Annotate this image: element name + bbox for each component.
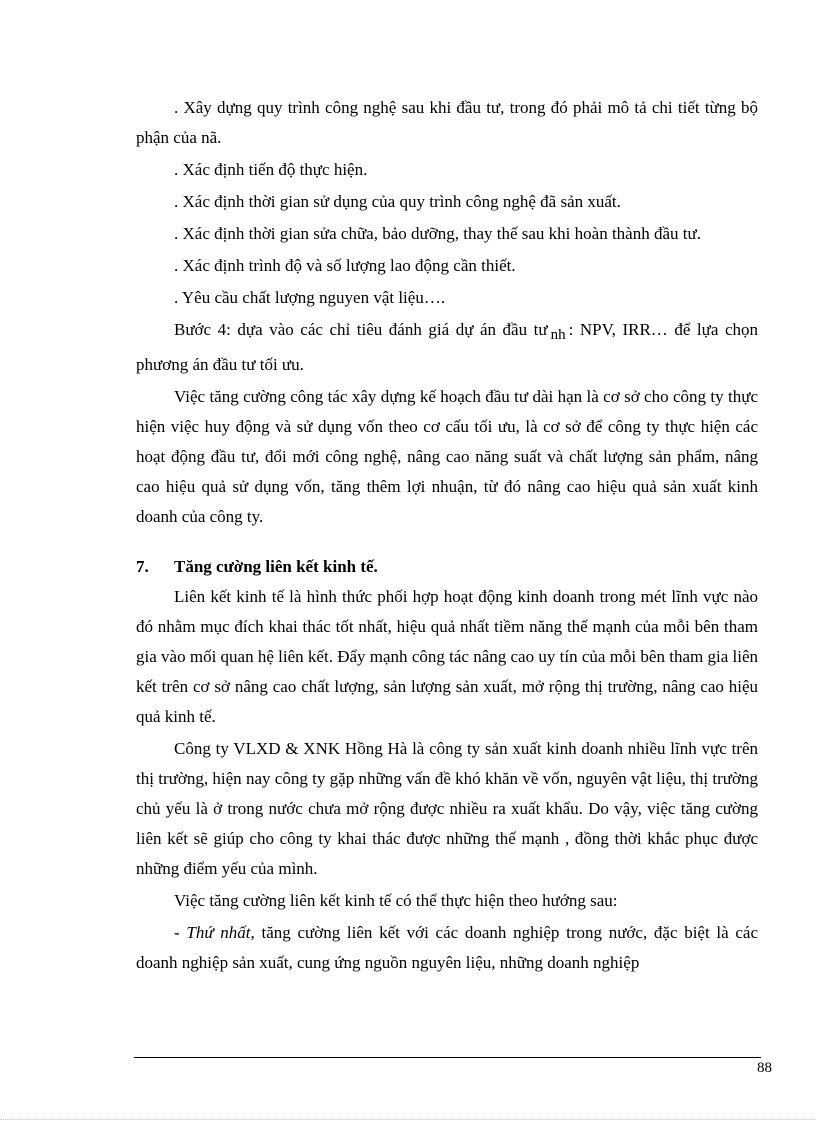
step-4-subscript: nh bbox=[550, 327, 566, 343]
step-4-paragraph bbox=[136, 315, 758, 380]
footer-rule bbox=[134, 1057, 761, 1058]
bullet-line: . Xác định thời gian sử dụng của quy trình công nghệ đã sản xuất. bbox=[174, 192, 621, 211]
section-title: Tăng cường liên kết kinh tế. bbox=[174, 557, 378, 576]
first-text: , tăng cường liên kết với các doanh nghiệp trong nước, đặc biệt là các doanh nghiệp sản xuất, cung ứng nguồn nguyên liệu, những doanh nghiệp bbox=[136, 923, 759, 972]
page-edge-divider bbox=[0, 1119, 816, 1120]
page-number: 88 bbox=[757, 1060, 772, 1076]
link-paragraph-2: Công ty VLXD & XNK Hồng Hà là công ty sản xuất kinh doanh nhiều lĩnh vực trên thị trường, hiện nay công ty gặp những vấn đề khó khăn về vốn, nguyên vật liệu, thị trường chủ yếu là ở trong nước chưa mở rộng được nhiều ra xuất khẩu. Do vậy, việc tăng cường liên kết sẽ giúp cho công ty khai thác được những thế mạnh , đồng thời khắc phục được những điểm yếu của mình. bbox=[136, 739, 758, 878]
body-text bbox=[136, 93, 758, 978]
section-heading bbox=[136, 552, 758, 582]
first-direction-paragraph bbox=[136, 918, 758, 978]
step-4-prefix: Bước 4: dựa vào các chỉ tiêu đánh giá dự án đầu tư bbox=[174, 320, 548, 339]
section-number: 7. bbox=[136, 557, 149, 576]
bullet-line: . Xác định tiến độ thực hiện. bbox=[174, 160, 368, 179]
bullet-line: . Xây dựng quy trình công nghệ sau khi đầu tư, trong đó phải mô tả chi tiết từng bộ phận của nã. bbox=[136, 98, 758, 147]
bullet-line: . Xác định trình độ và số lượng lao động cần thiết. bbox=[174, 256, 516, 275]
first-label: Thứ nhất bbox=[186, 923, 251, 942]
link-paragraph-3: Việc tăng cường liên kết kinh tế có thể thực hiện theo hướng sau: bbox=[174, 891, 618, 910]
step-4-suffix: : NPV, IRR… để lựa chọn phương án đầu tư tối ưu. bbox=[136, 320, 758, 374]
dash-marker: - bbox=[174, 923, 187, 942]
bullet-line: . Xác định thời gian sửa chữa, bảo dưỡng, thay thế sau khi hoàn thành đầu tư. bbox=[174, 224, 701, 243]
bullet-line: . Yêu cầu chất lượng nguyen vật liệu…. bbox=[174, 288, 446, 307]
link-paragraph-1: Liên kết kinh tế là hình thức phối hợp hoạt động kinh doanh trong mét lĩnh vực nào đó nhằm mục đích khai thác tốt nhất, hiệu quả nhất tiềm năng thế mạnh của mỗi bên tham gia vào mối quan hệ liên kết. Đẩy mạnh công tác nâng cao uy tín của mỗi bên tham gia liên kết trên cơ sở nâng cao chất lượng, sản lượng sản xuất, mở rộng thị trường, nâng cao hiệu quả kinh tế. bbox=[136, 587, 758, 726]
plan-paragraph: Việc tăng cường công tác xây dựng kế hoạch đầu tư dài hạn là cơ sở cho công ty thực hiện việc huy động và sử dụng vốn theo cơ cấu tối ưu, là cơ sở để công ty thực hiện các hoạt động đầu tư, đổi mới công nghệ, nâng cao năng suất và chất lượng sản phẩm, nâng cao hiệu quả sử dụng vốn, tăng thêm lợi nhuận, từ đó nâng cao hiệu quả sản xuất kinh doanh của công ty. bbox=[136, 387, 758, 526]
